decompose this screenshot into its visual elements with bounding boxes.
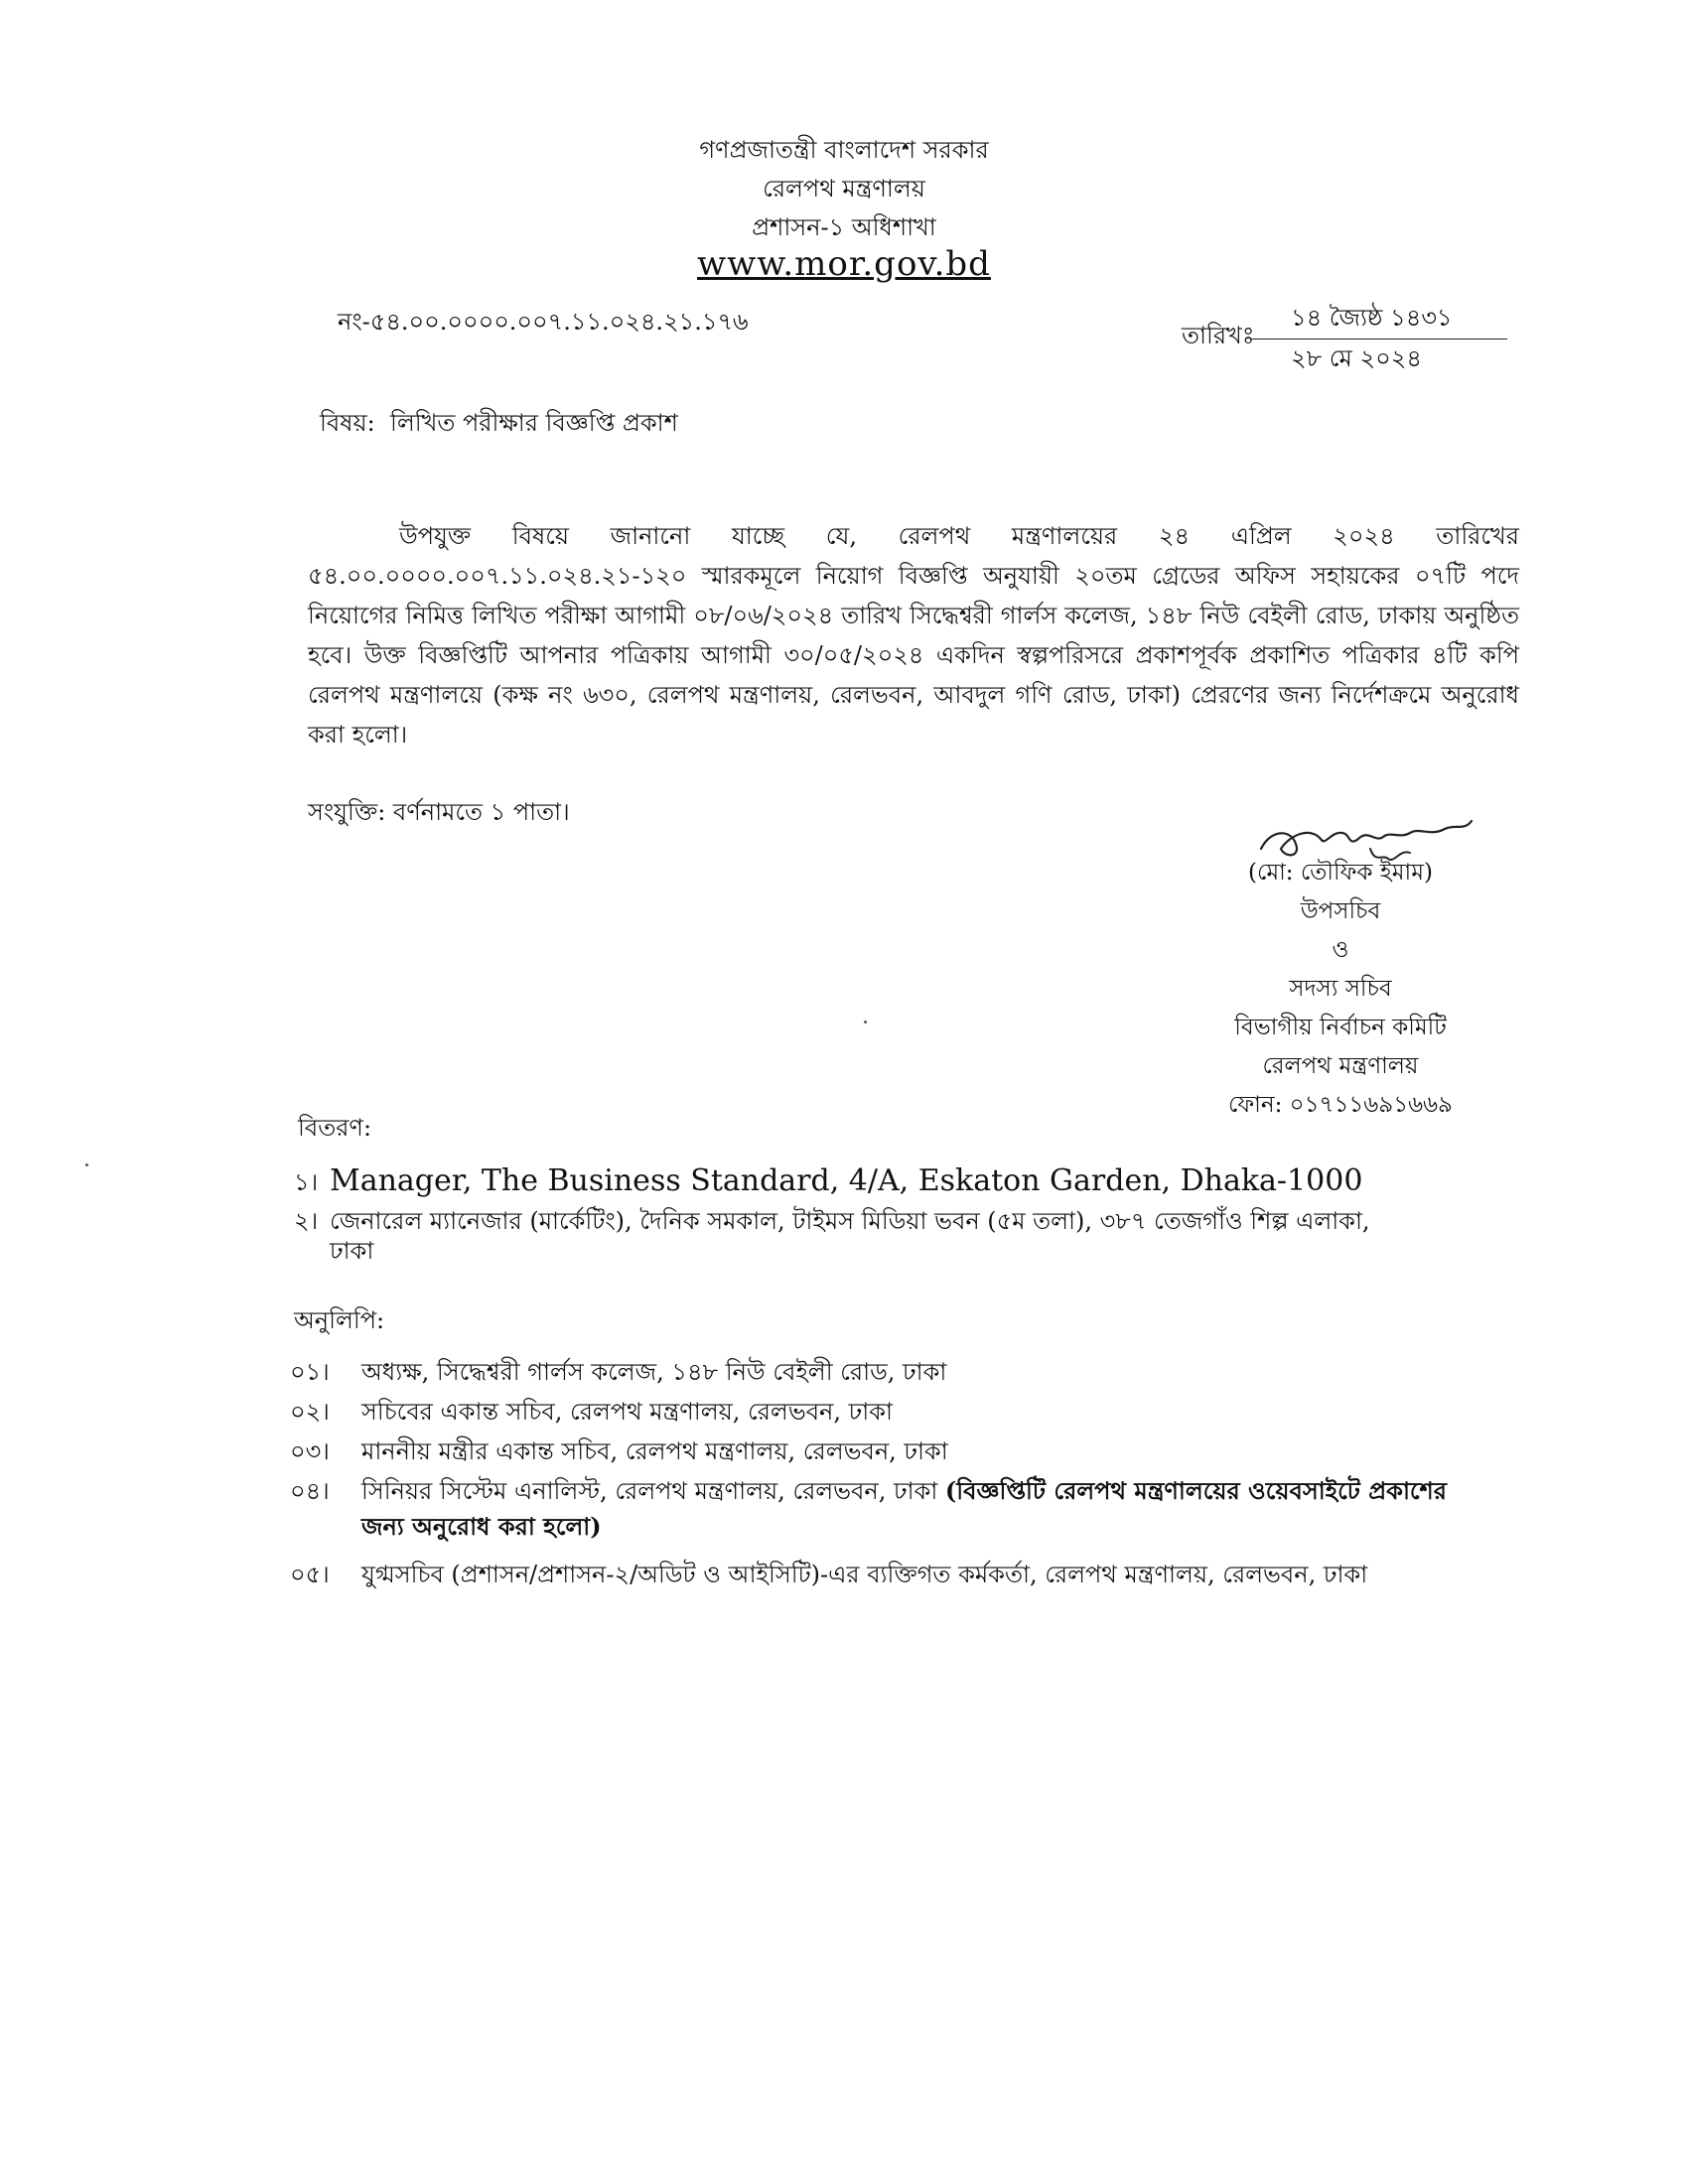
- signatory-conjunction: ও: [1332, 937, 1349, 963]
- distribution-text: জেনারেল ম্যানেজার (মার্কেটিং), দৈনিক সমকাল, টাইমস মিডিয়া ভবন (৫ম তলা), ৩৮৭ তেজগাঁও শিল্প এলাকা,: [330, 1207, 1370, 1235]
- copy-item: [290, 1473, 1481, 1545]
- date-bangla: ১৪ জ্যৈষ্ঠ ১৪৩১: [1291, 304, 1453, 332]
- date-divider: [1251, 339, 1507, 340]
- distribution-item: [294, 1161, 1362, 1202]
- copy-text: অধ্যক্ষ, সিদ্ধেশ্বরী গার্লস কলেজ, ১৪৮ নিউ বেইলী রোড, ঢাকা: [361, 1358, 947, 1386]
- distribution-number: ১।: [294, 1168, 319, 1196]
- website-text[interactable]: www.mor.gov.bd: [697, 244, 991, 284]
- copy-text: মাননীয় মন্ত্রীর একান্ত সচিব, রেলপথ মন্ত্রণালয়, রেলভবন, ঢাকা: [361, 1437, 948, 1465]
- copy-item: [290, 1433, 948, 1469]
- signatory-role: সদস্য সচিব: [1289, 976, 1392, 1002]
- copy-number: ০২।: [290, 1398, 330, 1426]
- copy-text: সিনিয়র সিস্টেম এনালিস্ট, রেলপথ মন্ত্রণালয়, রেলভবন, ঢাকা: [361, 1477, 938, 1505]
- copy-item: [290, 1394, 893, 1430]
- copy-note-bold: (বিজ্ঞপ্তিটি রেলপথ মন্ত্রণালয়ের ওয়েবসাইটে প্রকাশের জন্য অনুরোধ করা হলো): [361, 1476, 1447, 1541]
- copy-number: ০৪।: [290, 1477, 330, 1505]
- attachment-note: সংযুক্তি: বর্ণনামতে ১ পাতা।: [308, 798, 570, 826]
- date-label: তারিখঃ: [1182, 322, 1255, 349]
- wing-name: প্রশাসন-১ অধিশাখা: [752, 213, 936, 241]
- distribution-item: [294, 1203, 1370, 1239]
- distribution-number: ২।: [294, 1207, 319, 1235]
- copies-label: অনুলিপি:: [294, 1306, 385, 1334]
- signatory-designation: উপসচিব: [1300, 898, 1381, 924]
- distribution-text-continued: ঢাকা: [330, 1237, 374, 1265]
- distribution-label: বিতরণ:: [298, 1114, 372, 1142]
- copy-number: ০১।: [290, 1358, 330, 1386]
- government-name: গণপ্রজাতন্ত্রী বাংলাদেশ সরকার: [699, 136, 989, 164]
- body-paragraph: [308, 516, 1519, 754]
- date-english: ২৮ মে ২০২৪: [1291, 344, 1422, 372]
- signatory-block: [1142, 854, 1539, 1125]
- copy-text: যুগ্মসচিব (প্রশাসন/প্রশাসন-২/অডিট ও আইসিটি)-এর ব্যক্তিগত কর্মকর্তা, রেলপথ মন্ত্রণালয়, রেলভবন, ঢাকা: [361, 1561, 1368, 1588]
- signatory-committee: বিভাগীয় নির্বাচন কমিটি: [1234, 1015, 1447, 1040]
- signatory-ministry: রেলপথ মন্ত্রণালয়: [1262, 1053, 1419, 1079]
- distribution-text: Manager, The Business Standard, 4/A, Eskaton Garden, Dhaka-1000: [330, 1163, 1363, 1198]
- copy-number: ০৫।: [290, 1561, 330, 1588]
- ministry-name: রেলপথ মন্ত্রণালয়: [763, 175, 925, 203]
- memo-number: নং-৫৪.০০.০০০০.০০৭.১১.০২৪.২১.১৭৬: [338, 308, 749, 336]
- scan-speck: [864, 1021, 867, 1024]
- copy-item: [290, 1557, 1367, 1592]
- subject-line: [320, 405, 678, 441]
- scan-speck: [85, 1163, 88, 1166]
- copy-item: [290, 1354, 946, 1390]
- copy-number: ০৩।: [290, 1437, 330, 1465]
- copy-text: সচিবের একান্ত সচিব, রেলপথ মন্ত্রণালয়, রেলভবন, ঢাকা: [361, 1398, 893, 1426]
- subject-label: বিষয়:: [320, 409, 375, 437]
- signatory-name: (মো: তৌফিক ইমাম): [1248, 860, 1433, 886]
- subject-text: লিখিত পরীক্ষার বিজ্ঞপ্তি প্রকাশ: [389, 409, 678, 437]
- website-link[interactable]: [0, 244, 1688, 284]
- body-text: উপযুক্ত বিষয়ে জানানো যাচ্ছে যে, রেলপথ মন্ত্রণালয়ের ২৪ এপ্রিল ২০২৪ তারিখের ৫৪.০০.০০০০.০০৭.১১.০২৪.২১-১২০ স্মারকমূলে নিয়োগ বিজ্ঞপ্তি অনুযায়ী ২০তম গ্রেডের অফিস সহায়কের ০৭টি পদে নিয়োগের নিমিত্ত লিখিত পরীক্ষা আগামী ০৮/০৬/২০২৪ তারিখ সিদ্ধেশ্বরী গার্লস কলেজ, ১৪৮ নিউ বেইলী রোড, ঢাকায় অনুষ্ঠিত হবে। উক্ত বিজ্ঞপ্তিটি আপনার পত্রিকায় আগামী ৩০/০৫/২০২৪ একদিন স্বল্পপরিসরে প্রকাশপূর্বক প্রকাশিত পত্রিকার ৪টি কপি রেলপথ মন্ত্রণালয়ে (কক্ষ নং ৬৩০, রেলপথ মন্ত্রণালয়, রেলভবন, আবদুল গণি রোড, ঢাকা) প্রেরণের জন্য নির্দেশক্রমে অনুরোধ করা হলো।: [308, 522, 1519, 749]
- signatory-phone: ফোন: ০১৭১১৬৯১৬৬৯: [1228, 1092, 1453, 1118]
